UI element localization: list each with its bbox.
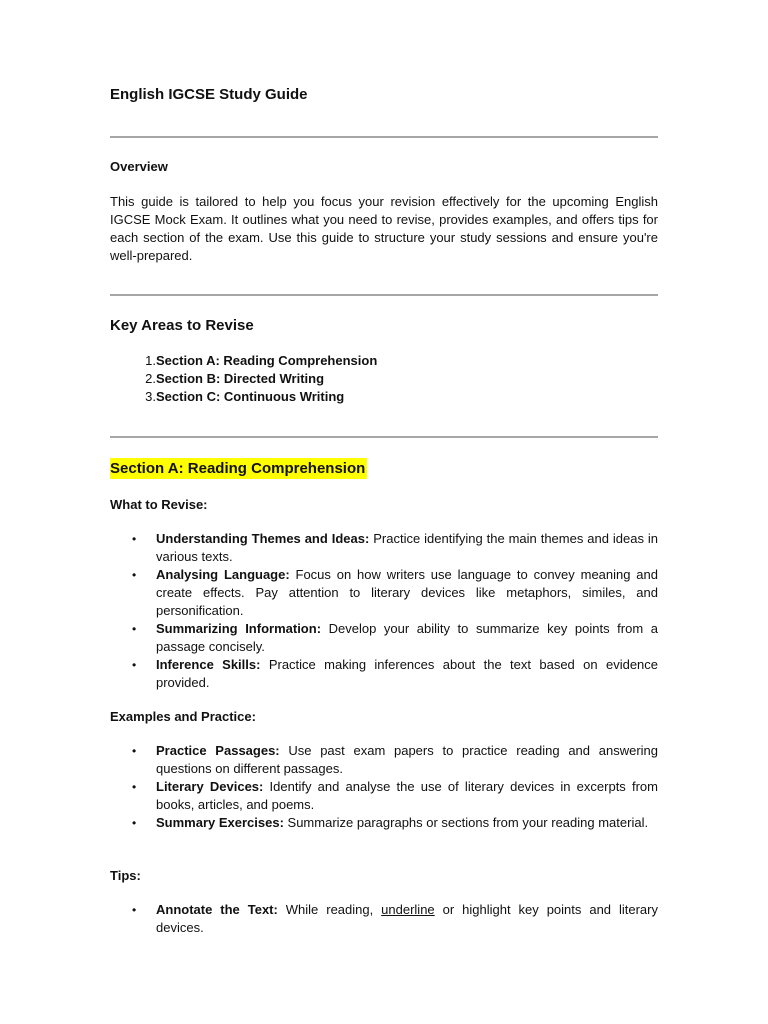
list-item bbox=[110, 352, 377, 370]
section-a-heading bbox=[110, 460, 367, 477]
item-term: Inference Skills: bbox=[156, 657, 261, 672]
item-term: Summary Exercises: bbox=[156, 815, 284, 830]
key-areas-list bbox=[110, 352, 377, 406]
item-term: Literary Devices: bbox=[156, 779, 264, 794]
bullet-icon: • bbox=[132, 780, 137, 794]
list-item bbox=[110, 530, 658, 566]
key-areas-heading: Key Areas to Revise bbox=[110, 317, 254, 334]
examples-list bbox=[110, 742, 658, 832]
bullet-icon: • bbox=[132, 744, 137, 758]
list-item bbox=[110, 566, 658, 620]
examples-heading: Examples and Practice: bbox=[110, 709, 256, 724]
list-item bbox=[110, 901, 658, 937]
item-text: Focus on how writers use language to convey meaning and create effects. Pay attention to literary devices like metaphors, similes, and personification. bbox=[156, 567, 658, 618]
list-number: 3. bbox=[145, 389, 156, 404]
list-item bbox=[110, 814, 658, 832]
list-item-label: Section B: Directed Writing bbox=[156, 371, 325, 386]
list-item bbox=[110, 778, 658, 814]
list-item bbox=[110, 742, 658, 778]
overview-heading: Overview bbox=[110, 159, 168, 174]
tips-heading: Tips: bbox=[110, 868, 141, 883]
horizontal-rule bbox=[110, 294, 658, 296]
list-item bbox=[110, 656, 658, 692]
item-text: Identify and analyse the use of literary devices in excerpts from books, articles, and poems. bbox=[156, 779, 658, 812]
item-text: Practice identifying the main themes and ideas in various texts. bbox=[156, 531, 658, 564]
item-text: Summarize paragraphs or sections from your reading material. bbox=[283, 815, 649, 830]
bullet-icon: • bbox=[132, 658, 137, 672]
list-item-label: Section C: Continuous Writing bbox=[156, 389, 345, 404]
underlined-text: underline bbox=[381, 902, 435, 917]
item-text: Develop your ability to summarize key points from a passage concisely. bbox=[156, 621, 658, 654]
overview-paragraph: This guide is tailored to help you focus your revision effectively for the upcoming English IGCSE Mock Exam. It outlines what you need to revise, provides examples, and offers tips for each section of the exam. Use this guide to structure your study sessions and ensure you're well-prepared. bbox=[110, 194, 658, 263]
bullet-icon: • bbox=[132, 903, 137, 917]
item-text: Use past exam papers to practice reading and answering questions on different passages. bbox=[156, 743, 658, 776]
what-to-revise-heading: What to Revise: bbox=[110, 497, 208, 512]
tips-list bbox=[110, 901, 658, 937]
bullet-icon: • bbox=[132, 568, 137, 582]
list-item-label: Section A: Reading Comprehension bbox=[156, 353, 378, 368]
item-term: Annotate the Text: bbox=[156, 902, 278, 917]
horizontal-rule bbox=[110, 136, 658, 138]
what-to-revise-list bbox=[110, 530, 658, 692]
highlighted-heading-text: Section A: Reading Comprehension bbox=[110, 460, 366, 477]
horizontal-rule bbox=[110, 436, 658, 438]
list-item bbox=[110, 370, 377, 388]
bullet-icon: • bbox=[132, 622, 137, 636]
list-number: 1. bbox=[145, 353, 156, 368]
bullet-icon: • bbox=[132, 816, 137, 830]
list-item bbox=[110, 620, 658, 656]
item-term: Understanding Themes and Ideas: bbox=[156, 531, 370, 546]
document-title: English IGCSE Study Guide bbox=[110, 86, 308, 103]
item-term: Analysing Language: bbox=[156, 567, 290, 582]
list-item bbox=[110, 388, 377, 406]
item-text: While reading, bbox=[277, 902, 382, 917]
bullet-icon: • bbox=[132, 532, 137, 546]
item-term: Practice Passages: bbox=[156, 743, 280, 758]
item-text: or highlight key points and literary devices. bbox=[156, 902, 658, 935]
list-number: 2. bbox=[145, 371, 156, 386]
item-term: Summarizing Information: bbox=[156, 621, 322, 636]
item-text: Practice making inferences about the text based on evidence provided. bbox=[156, 657, 659, 690]
